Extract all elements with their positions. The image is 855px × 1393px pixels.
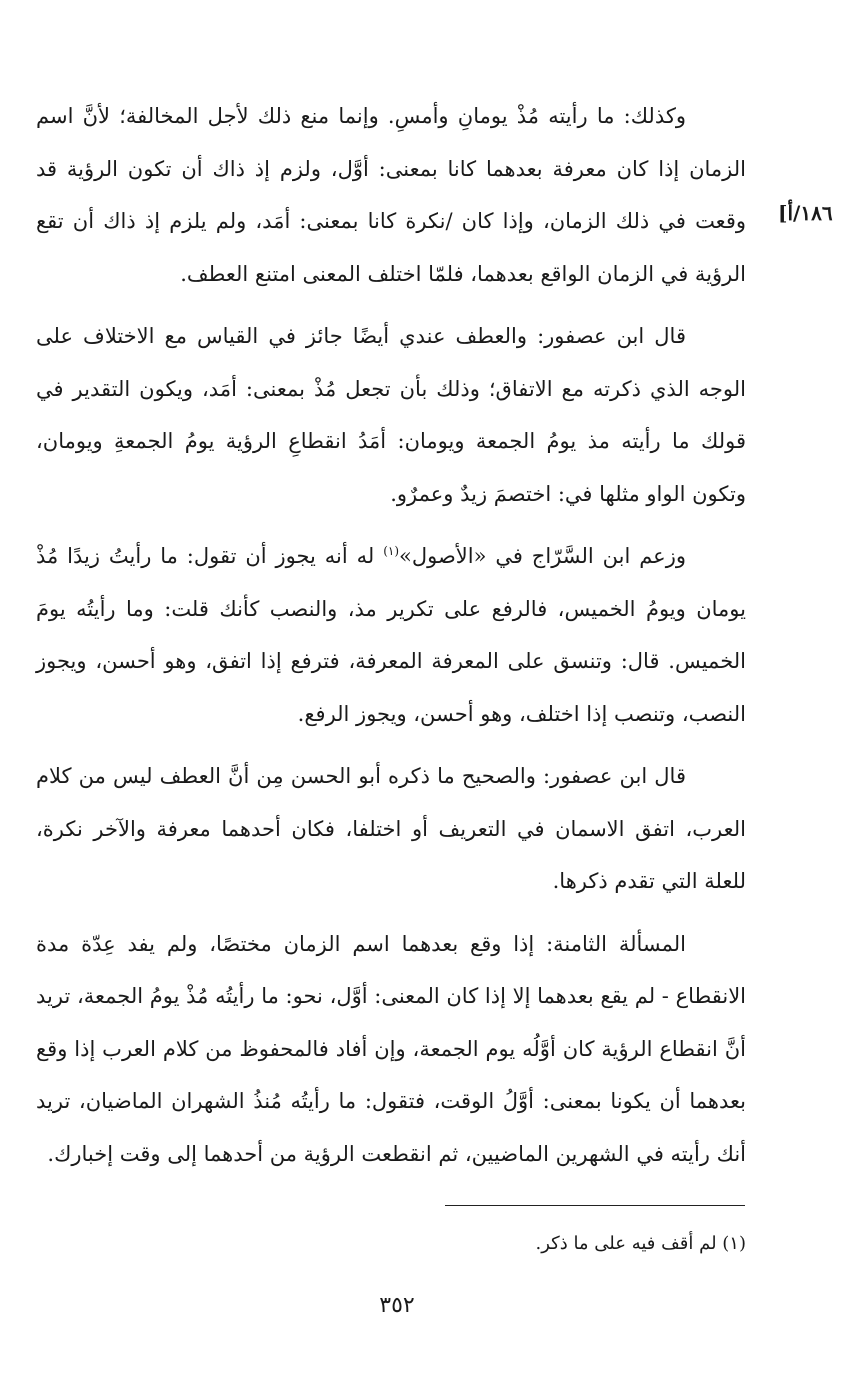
footnote-1: (١) لم أقف فيه على ما ذكر. bbox=[535, 1233, 746, 1254]
main-text bbox=[36, 90, 746, 1180]
paragraph-3-before: وزعم ابن السَّرّاج في «الأصول» bbox=[399, 544, 686, 568]
paragraph-1: وكذلك: ما رأيته مُذْ يومانِ وأمسِ. وإنما منع ذلك لأجل المخالفة؛ لأنَّ اسم الزمان إذا كان معرفة بعدهما كانا بمعنى: أوَّل، ولزم إذ ذاك أن تكون الرؤية قد وقعت في ذلك الزمان، وإذا كان /نكرة كانا بمعنى: أمَد، ولم يلزم إذ ذاك أن تقع الرؤية في الزمان الواقع بعدهما، فلمّا اختلف المعنى امتنع العطف. bbox=[36, 104, 746, 286]
paragraph-3 bbox=[36, 530, 746, 740]
footnote-divider bbox=[445, 1205, 745, 1206]
page-number: ٣٥٢ bbox=[379, 1293, 415, 1318]
paragraph-2: قال ابن عصفور: والعطف عندي أيضًا جائز في القياس مع الاختلاف على الوجه الذي ذكرته مع الاتفاق؛ وذلك بأن تجعل مُذْ بمعنى: أمَد، ويكون التقدير في قولك ما رأيته مذ يومُ الجمعة ويومان: أمَدُ انقطاعِ الرؤية يومُ الجمعةِ ويومان، وتكون الواو مثلها في: اختصمَ زيدٌ وعمرٌو. bbox=[36, 324, 746, 506]
margin-folio-note: ١٨٦/أ] bbox=[778, 201, 833, 225]
footnote-marker[interactable]: (١) bbox=[383, 544, 400, 558]
paragraph-4: قال ابن عصفور: والصحيح ما ذكره أبو الحسن مِن أنَّ العطف ليس من كلام العرب، اتفق الاسمان في التعريف أو اختلفا، فكان أحدهما معرفة والآخر نكرة، للعلة التي تقدم ذكرها. bbox=[36, 764, 746, 893]
paragraph-5: المسألة الثامنة: إذا وقع بعدهما اسم الزمان مختصًا، ولم يفد عِدّة مدة الانقطاع - لم يقع بعدهما إلا إذا كان المعنى: أوَّل، نحو: ما رأيتُه مُذْ يومُ الجمعة، تريد أنَّ انقطاع الرؤية كان أوَّلُه يوم الجمعة، وإن أفاد فالمحفوظ من كلام العرب إذا وقع بعدهما أن يكونا بمعنى: أوَّلُ الوقت، فتقول: ما رأيتُه مُنذُ الشهران الماضيان، تريد أنك رأيته في الشهرين الماضيين، ثم انقطعت الرؤية من أحدهما إلى وقت إخبارك. bbox=[36, 931, 747, 1166]
paragraph-3-after: له أنه يجوز أن تقول: ما رأيتُ زيدًا مُذْ يومان ويومُ الخميس، فالرفع على تكرير مذ، والنصب كأنك قلت: وما رأيتُه يومَ الخميس. قال: وتنسق على المعرفة المعرفة، فترفع إذا اتفق، وهو أحسن، ويجوز النصب، وتنصب إذا اختلف، وهو أحسن، ويجوز الرفع. bbox=[36, 544, 746, 726]
